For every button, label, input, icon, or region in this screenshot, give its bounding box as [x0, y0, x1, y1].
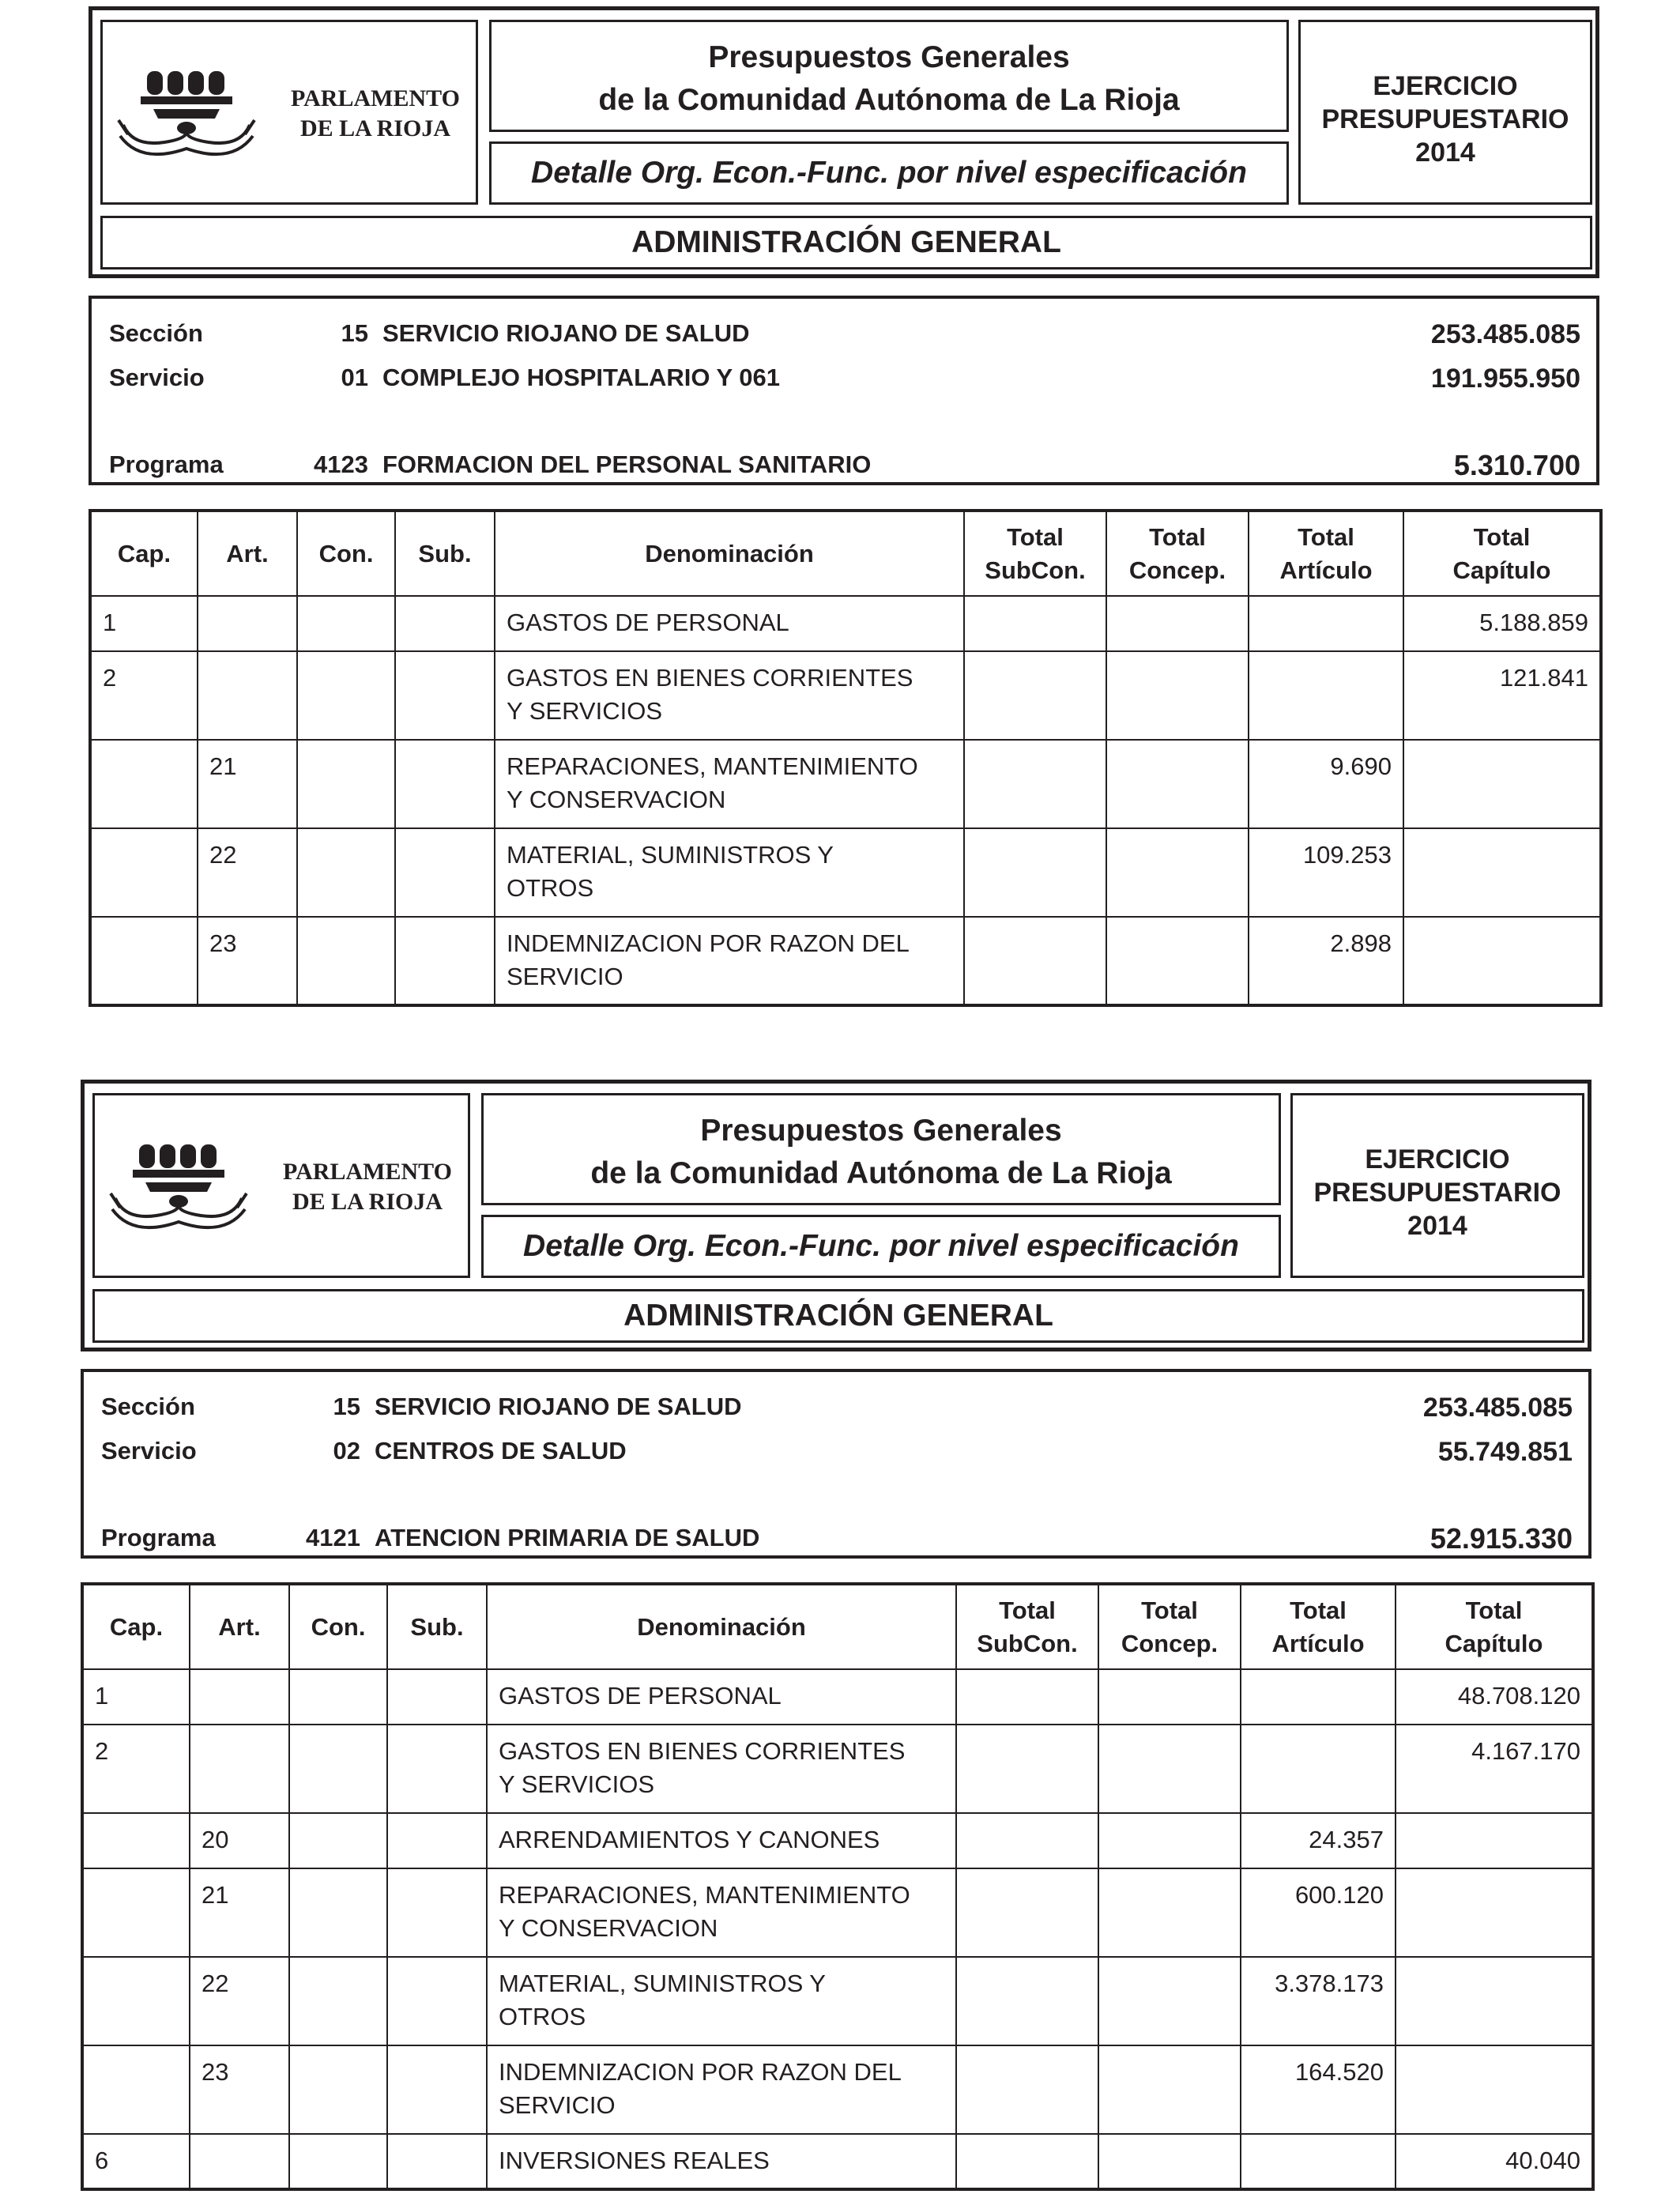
cell-total-subcon — [956, 1868, 1098, 1957]
table-row — [82, 1725, 1593, 1813]
seccion-label: Sección — [109, 319, 203, 347]
cell-sub — [387, 1957, 487, 2045]
cell-con — [289, 1957, 387, 2045]
cell-total-articulo: 600.120 — [1241, 1868, 1396, 1957]
cell-sub — [387, 1725, 487, 1813]
logo-line-1: PARLAMENTO — [283, 1159, 452, 1185]
cell-total-concep — [1098, 1813, 1241, 1868]
cell-total-subcon — [964, 917, 1106, 1005]
cell-total-articulo — [1241, 2134, 1396, 2189]
col-total-capitulo-l1: Total — [1473, 522, 1531, 551]
cell-denominacion — [487, 1669, 956, 1725]
budget-table — [89, 509, 1603, 1007]
col-con: Con. — [297, 511, 395, 596]
title-box — [489, 20, 1289, 132]
col-denominacion: Denominación — [487, 1584, 956, 1669]
cell-cap: 2 — [90, 651, 198, 740]
servicio-code: 01 — [341, 364, 368, 391]
table-row — [82, 1868, 1593, 1957]
cell-sub — [395, 596, 495, 651]
col-total-concep-l1: Total — [1149, 522, 1206, 551]
cell-cap: 6 — [82, 2134, 190, 2189]
col-total-articulo — [1241, 1584, 1396, 1669]
seccion-row — [92, 319, 1596, 354]
cell-sub — [395, 740, 495, 828]
subtitle-box — [489, 141, 1289, 205]
cell-denominacion — [487, 1957, 956, 2045]
cell-denominacion — [495, 740, 964, 828]
col-total-concep — [1106, 511, 1249, 596]
cell-total-subcon — [956, 1813, 1098, 1868]
den-line-1: MATERIAL, SUMINISTROS Y — [499, 1970, 826, 1997]
table-row — [82, 2134, 1593, 2189]
cell-con — [289, 2045, 387, 2134]
den-line-2: SERVICIO — [499, 2091, 616, 2119]
admin-box — [100, 216, 1592, 270]
info-box — [89, 296, 1599, 485]
cell-total-concep — [1106, 917, 1249, 1005]
programa-label: Programa — [109, 450, 224, 478]
cell-total-capitulo — [1403, 917, 1601, 1005]
cell-total-subcon — [964, 740, 1106, 828]
col-total-concep — [1098, 1584, 1241, 1669]
ejercicio-year: 2014 — [1407, 1211, 1467, 1241]
col-total-concep-l2: Concep. — [1128, 556, 1226, 584]
cell-art: 22 — [190, 1957, 289, 2045]
col-total-capitulo-l2: Capítulo — [1445, 1629, 1543, 1657]
col-total-articulo-l2: Artículo — [1271, 1629, 1365, 1657]
budget-table — [81, 1582, 1595, 2191]
col-total-subcon — [964, 511, 1106, 596]
cell-total-subcon — [964, 596, 1106, 651]
ejercicio-line-1: EJERCICIO — [1365, 1144, 1510, 1174]
cell-total-capitulo — [1396, 1868, 1593, 1957]
servicio-amount: 191.955.950 — [1430, 364, 1580, 394]
col-sub: Sub. — [395, 511, 495, 596]
cell-total-concep — [1106, 596, 1249, 651]
logo-text — [277, 84, 474, 144]
den-line-2: OTROS — [507, 874, 594, 902]
seccion-code: 15 — [333, 1393, 360, 1420]
servicio-name: CENTROS DE SALUD — [375, 1437, 627, 1465]
seccion-name: SERVICIO RIOJANO DE SALUD — [375, 1393, 742, 1420]
servicio-label: Servicio — [101, 1437, 197, 1465]
cell-total-capitulo: 4.167.170 — [1396, 1725, 1593, 1813]
programa-row — [92, 450, 1596, 485]
cell-art: 20 — [190, 1813, 289, 1868]
cell-total-subcon — [956, 2045, 1098, 2134]
den-line-1: ARRENDAMIENTOS Y CANONES — [499, 1826, 880, 1853]
cell-denominacion — [487, 2134, 956, 2189]
cell-denominacion — [487, 1813, 956, 1868]
title-line-2: de la Comunidad Autónoma de La Rioja — [598, 83, 1180, 117]
den-line-2: OTROS — [499, 2003, 586, 2030]
cell-art: 23 — [190, 2045, 289, 2134]
cell-con — [289, 1669, 387, 1725]
cell-total-concep — [1106, 651, 1249, 740]
den-line-2: Y CONSERVACION — [499, 1914, 718, 1942]
logo-box — [100, 20, 478, 205]
den-line-1: INDEMNIZACION POR RAZON DEL — [507, 929, 910, 957]
cell-con — [297, 828, 395, 917]
col-total-capitulo-l1: Total — [1465, 1596, 1523, 1624]
ejercicio-box — [1290, 1093, 1584, 1278]
title-line-1: Presupuestos Generales — [708, 40, 1070, 74]
title-line-2: de la Comunidad Autónoma de La Rioja — [590, 1156, 1172, 1190]
cell-cap: 2 — [82, 1725, 190, 1813]
logo-line-2: DE LA RIOJA — [292, 1189, 443, 1215]
cell-sub — [395, 917, 495, 1005]
seccion-label: Sección — [101, 1393, 195, 1420]
col-total-capitulo-l2: Capítulo — [1452, 556, 1551, 584]
cell-total-articulo — [1241, 1669, 1396, 1725]
logo-text — [269, 1157, 466, 1217]
col-total-concep-l2: Concep. — [1121, 1629, 1219, 1657]
cell-cap: 1 — [82, 1669, 190, 1725]
seccion-row — [84, 1393, 1588, 1427]
cell-total-concep — [1106, 740, 1249, 828]
cell-total-subcon — [956, 2134, 1098, 2189]
col-total-subcon-l2: SubCon. — [977, 1629, 1078, 1657]
document-header — [89, 6, 1599, 278]
cell-total-capitulo: 48.708.120 — [1396, 1669, 1593, 1725]
table-row — [90, 828, 1601, 917]
col-sub: Sub. — [387, 1584, 487, 1669]
col-total-subcon-l1: Total — [999, 1596, 1056, 1624]
den-line-1: REPARACIONES, MANTENIMIENTO — [499, 1881, 910, 1909]
cell-total-concep — [1098, 1868, 1241, 1957]
cell-con — [297, 651, 395, 740]
den-line-1: MATERIAL, SUMINISTROS Y — [507, 841, 834, 869]
cell-cap — [82, 2045, 190, 2134]
servicio-name: COMPLEJO HOSPITALARIO Y 061 — [382, 364, 781, 391]
cell-cap — [90, 917, 198, 1005]
cell-con — [297, 596, 395, 651]
col-art: Art. — [198, 511, 297, 596]
cell-total-articulo: 24.357 — [1241, 1813, 1396, 1868]
ejercicio-line-2: PRESUPUESTARIO — [1313, 1178, 1561, 1208]
logo-box — [92, 1093, 470, 1278]
cell-total-concep — [1098, 1957, 1241, 2045]
ejercicio-year: 2014 — [1415, 138, 1475, 168]
cell-cap — [82, 1868, 190, 1957]
table-row — [82, 1813, 1593, 1868]
seccion-code: 15 — [341, 319, 368, 347]
cell-sub — [387, 1868, 487, 1957]
table-row — [90, 651, 1601, 740]
subtitle: Detalle Org. Econ.-Func. por nivel especificación — [523, 1229, 1239, 1263]
den-line-1: GASTOS DE PERSONAL — [499, 1682, 782, 1710]
servicio-amount: 55.749.851 — [1437, 1437, 1573, 1467]
cell-total-articulo — [1241, 1725, 1396, 1813]
cell-art: 22 — [198, 828, 297, 917]
col-total-articulo-l2: Artículo — [1279, 556, 1373, 584]
cell-cap — [82, 1957, 190, 2045]
col-total-subcon-l1: Total — [1007, 522, 1064, 551]
cell-total-capitulo: 5.188.859 — [1403, 596, 1601, 651]
cell-total-capitulo — [1396, 1813, 1593, 1868]
cell-total-concep — [1106, 828, 1249, 917]
col-denominacion: Denominación — [495, 511, 964, 596]
den-line-2: Y SERVICIOS — [507, 697, 662, 725]
cell-cap — [82, 1813, 190, 1868]
cell-total-capitulo: 40.040 — [1396, 2134, 1593, 2189]
cell-total-capitulo — [1403, 740, 1601, 828]
cell-total-capitulo: 121.841 — [1403, 651, 1601, 740]
cell-con — [289, 1813, 387, 1868]
cell-total-capitulo — [1396, 2045, 1593, 2134]
table-row — [90, 917, 1601, 1005]
table-header-row — [90, 511, 1601, 596]
cell-con — [289, 2134, 387, 2189]
document-header — [81, 1080, 1591, 1351]
cell-total-subcon — [956, 1669, 1098, 1725]
den-line-2: SERVICIO — [507, 963, 623, 990]
servicio-row — [84, 1437, 1588, 1472]
cell-art — [190, 1725, 289, 1813]
admin-title: ADMINISTRACIÓN GENERAL — [623, 1299, 1053, 1333]
subtitle-box — [481, 1215, 1281, 1278]
cell-total-concep — [1098, 2045, 1241, 2134]
cell-art — [198, 596, 297, 651]
table-header-row — [82, 1584, 1593, 1669]
cell-con — [297, 917, 395, 1005]
programa-code: 4123 — [314, 450, 368, 478]
cell-total-concep — [1098, 2134, 1241, 2189]
col-total-subcon-l2: SubCon. — [985, 556, 1086, 584]
cell-total-subcon — [956, 1725, 1098, 1813]
table-row — [90, 596, 1601, 651]
col-total-capitulo — [1396, 1584, 1593, 1669]
cell-denominacion — [495, 651, 964, 740]
cell-total-capitulo — [1403, 828, 1601, 917]
budget-block-1 — [89, 6, 1599, 1007]
cell-total-subcon — [964, 651, 1106, 740]
table-row — [82, 2045, 1593, 2134]
title-line-1: Presupuestos Generales — [700, 1114, 1062, 1148]
den-line-1: GASTOS EN BIENES CORRIENTES — [499, 1737, 906, 1765]
seccion-amount: 253.485.085 — [1430, 319, 1580, 349]
parlamento-logo-icon — [117, 60, 267, 171]
programa-name: ATENCION PRIMARIA DE SALUD — [375, 1524, 760, 1551]
den-line-1: INDEMNIZACION POR RAZON DEL — [499, 2058, 902, 2086]
cell-sub — [387, 2134, 487, 2189]
admin-title: ADMINISTRACIÓN GENERAL — [631, 225, 1061, 259]
den-line-2: Y CONSERVACION — [507, 786, 726, 813]
seccion-name: SERVICIO RIOJANO DE SALUD — [382, 319, 750, 347]
col-total-subcon — [956, 1584, 1098, 1669]
cell-art — [198, 651, 297, 740]
programa-code: 4121 — [306, 1524, 360, 1551]
seccion-amount: 253.485.085 — [1422, 1393, 1573, 1423]
cell-cap — [90, 828, 198, 917]
cell-total-concep — [1098, 1669, 1241, 1725]
cell-denominacion — [495, 596, 964, 651]
cell-total-articulo: 2.898 — [1249, 917, 1403, 1005]
cell-total-articulo: 164.520 — [1241, 2045, 1396, 2134]
cell-sub — [387, 1813, 487, 1868]
cell-denominacion — [487, 1725, 956, 1813]
cell-total-articulo: 3.378.173 — [1241, 1957, 1396, 2045]
cell-total-articulo: 109.253 — [1249, 828, 1403, 917]
cell-cap — [90, 740, 198, 828]
table-row — [82, 1669, 1593, 1725]
programa-name: FORMACION DEL PERSONAL SANITARIO — [382, 450, 872, 478]
col-total-articulo-l1: Total — [1298, 522, 1354, 551]
budget-block-2 — [81, 1080, 1591, 2191]
col-total-capitulo — [1403, 511, 1601, 596]
cell-total-articulo: 9.690 — [1249, 740, 1403, 828]
table-row — [82, 1957, 1593, 2045]
logo-line-2: DE LA RIOJA — [299, 115, 451, 141]
table-row — [90, 740, 1601, 828]
cell-art — [190, 2134, 289, 2189]
title-box — [481, 1093, 1281, 1205]
servicio-label: Servicio — [109, 364, 205, 391]
col-cap: Cap. — [82, 1584, 190, 1669]
cell-total-capitulo — [1396, 1957, 1593, 2045]
col-con: Con. — [289, 1584, 387, 1669]
col-total-articulo — [1249, 511, 1403, 596]
cell-sub — [387, 1669, 487, 1725]
admin-box — [92, 1289, 1584, 1343]
info-box — [81, 1369, 1591, 1559]
cell-total-concep — [1098, 1725, 1241, 1813]
cell-art: 21 — [198, 740, 297, 828]
cell-sub — [395, 651, 495, 740]
cell-art — [190, 1669, 289, 1725]
den-line-1: GASTOS EN BIENES CORRIENTES — [507, 664, 913, 692]
den-line-1: INVERSIONES REALES — [499, 2147, 770, 2174]
cell-cap: 1 — [90, 596, 198, 651]
cell-con — [289, 1868, 387, 1957]
cell-total-subcon — [956, 1957, 1098, 2045]
subtitle: Detalle Org. Econ.-Func. por nivel especificación — [531, 156, 1247, 190]
cell-total-subcon — [964, 828, 1106, 917]
servicio-row — [92, 364, 1596, 398]
cell-art: 23 — [198, 917, 297, 1005]
cell-sub — [387, 2045, 487, 2134]
programa-amount: 52.915.330 — [1430, 1522, 1573, 1555]
programa-amount: 5.310.700 — [1453, 449, 1580, 481]
cell-art: 21 — [190, 1868, 289, 1957]
cell-denominacion — [495, 917, 964, 1005]
ejercicio-box — [1298, 20, 1592, 205]
cell-con — [297, 740, 395, 828]
cell-denominacion — [487, 2045, 956, 2134]
ejercicio-line-1: EJERCICIO — [1373, 71, 1518, 101]
den-line-1: GASTOS DE PERSONAL — [507, 609, 789, 636]
cell-con — [289, 1725, 387, 1813]
cell-denominacion — [487, 1868, 956, 1957]
programa-label: Programa — [101, 1524, 216, 1551]
logo-line-1: PARLAMENTO — [291, 85, 460, 111]
col-total-concep-l1: Total — [1141, 1596, 1198, 1624]
cell-sub — [395, 828, 495, 917]
col-cap: Cap. — [90, 511, 198, 596]
den-line-1: REPARACIONES, MANTENIMIENTO — [507, 752, 918, 780]
ejercicio-line-2: PRESUPUESTARIO — [1321, 104, 1569, 134]
programa-row — [84, 1524, 1588, 1559]
cell-denominacion — [495, 828, 964, 917]
col-art: Art. — [190, 1584, 289, 1669]
servicio-code: 02 — [333, 1437, 360, 1465]
cell-total-articulo — [1249, 596, 1403, 651]
cell-total-articulo — [1249, 651, 1403, 740]
col-total-articulo-l1: Total — [1290, 1596, 1347, 1624]
parlamento-logo-icon — [109, 1133, 259, 1244]
den-line-2: Y SERVICIOS — [499, 1770, 654, 1798]
